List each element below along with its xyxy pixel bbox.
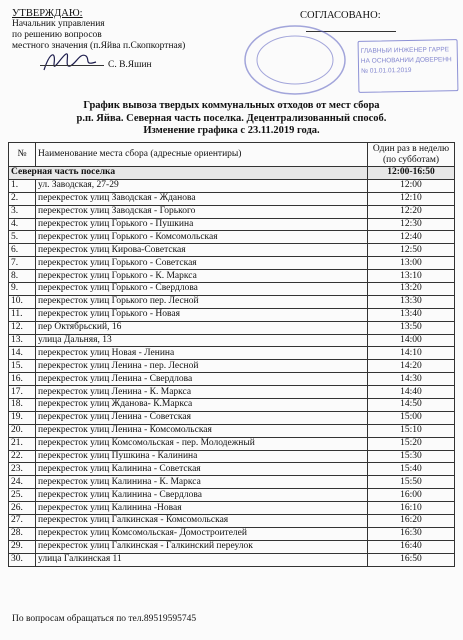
table-row [9,476,455,489]
row-number: 12. [9,321,36,334]
table-row [9,295,455,308]
row-number: 19. [9,411,36,424]
table-row [9,515,455,528]
row-time: 13:10 [368,270,455,283]
row-location: перекресток улиц Горького - Свердлова [36,283,368,296]
approver-position-line3: местного значения (п.Яйва п.Скопкортная) [12,41,186,51]
title-line2: р.п. Яйва. Северная часть поселка. Децентрализованный способ. [76,112,387,124]
row-location: перекресток улиц Горького - Советская [36,257,368,270]
table-row [9,231,455,244]
agreed-label: СОГЛАСОВАНО: [300,10,381,21]
row-location: перекресток улиц Ленина - Свердлова [36,373,368,386]
section-name: Северная часть поселка [9,167,368,180]
table-row [9,283,455,296]
row-location: перекресток улиц Жданова- К.Маркса [36,399,368,412]
table-row [9,463,455,476]
row-number: 7. [9,257,36,270]
col-name-header: Наименование места сбора (адресные ориентиры) [36,143,368,167]
row-time: 16:40 [368,540,455,553]
row-time: 14:20 [368,360,455,373]
col-time-header: Один раз в неделю (по субботам) [368,143,455,167]
table-row [9,347,455,360]
row-number: 27. [9,515,36,528]
row-time: 15:00 [368,411,455,424]
row-location: перекресток улиц Новая - Ленина [36,347,368,360]
document-title [0,100,463,138]
title-line3: Изменение графика с 23.11.2019 года. [143,125,320,136]
signature-line [40,65,104,66]
row-location: перекресток улиц Горького - Новая [36,308,368,321]
row-number: 30. [9,553,36,566]
table-row [9,386,455,399]
approval-stamp [358,39,459,93]
table-row [9,411,455,424]
schedule-table [8,142,455,567]
contact-footer: По вопросам обращаться по тел.89519595745 [12,614,197,624]
row-location: перекресток улиц Калинина - К. Маркса [36,476,368,489]
row-location: перекресток улиц Галкинская - Комсомольская [36,515,368,528]
table-row [9,502,455,515]
row-time: 15:20 [368,437,455,450]
approver-position-line2: по решению вопросов [12,30,102,40]
row-time: 13:40 [368,308,455,321]
row-time: 13:50 [368,321,455,334]
table-row [9,270,455,283]
row-number: 14. [9,347,36,360]
row-time: 12:10 [368,192,455,205]
row-location: перекресток улиц Ленина - Комсомольская [36,424,368,437]
table-row [9,257,455,270]
row-location: перекресток улиц Комсомольская - пер. Молодежный [36,437,368,450]
table-row [9,450,455,463]
row-time: 15:50 [368,476,455,489]
row-location: перекресток улиц Комсомольская- Домостроителей [36,527,368,540]
row-time: 13:30 [368,295,455,308]
table-row [9,489,455,502]
row-time: 16:00 [368,489,455,502]
row-number: 6. [9,244,36,257]
table-header-row [9,143,455,167]
row-time: 16:20 [368,515,455,528]
row-time: 12:40 [368,231,455,244]
table-row [9,424,455,437]
row-number: 8. [9,270,36,283]
row-number: 26. [9,502,36,515]
row-number: 22. [9,450,36,463]
row-number: 4. [9,218,36,231]
row-number: 1. [9,179,36,192]
section-row [9,167,455,180]
approver-position-line1: Начальник управления [12,19,105,29]
row-time: 14:40 [368,386,455,399]
table-row [9,399,455,412]
table-row [9,553,455,566]
section-time: 12:00-16:50 [368,167,455,180]
row-number: 3. [9,205,36,218]
table-row [9,334,455,347]
row-number: 21. [9,437,36,450]
approve-label: УТВЕРЖДАЮ: [12,8,83,19]
signer-name: С. В.Яшин [108,60,152,70]
row-number: 18. [9,399,36,412]
row-time: 13:20 [368,283,455,296]
row-number: 16. [9,373,36,386]
row-location: перекресток улиц Кирова-Советская [36,244,368,257]
table-row [9,244,455,257]
table-row [9,527,455,540]
title-line1: График вывоза твердых коммунальных отходов от мест сбора [83,100,380,111]
table-body [9,167,455,567]
row-number: 15. [9,360,36,373]
row-location: перекресток улиц Горького - К. Маркса [36,270,368,283]
row-time: 12:30 [368,218,455,231]
row-time: 14:00 [368,334,455,347]
row-location: перекресток улиц Калинина -Новая [36,502,368,515]
row-number: 9. [9,283,36,296]
row-time: 15:40 [368,463,455,476]
row-time: 12:20 [368,205,455,218]
row-location: перекресток улиц Галкинская - Галкинский переулок [36,540,368,553]
table-row [9,192,455,205]
table-row [9,321,455,334]
row-location: перекресток улиц Калинина - Свердлова [36,489,368,502]
row-time: 15:30 [368,450,455,463]
row-location: перекресток улиц Ленина - Советская [36,411,368,424]
row-time: 16:50 [368,553,455,566]
row-location: перекресток улиц Ленина - К. Маркса [36,386,368,399]
row-number: 29. [9,540,36,553]
row-number: 13. [9,334,36,347]
row-time: 12:00 [368,179,455,192]
row-location: перекресток улиц Горького пер. Лесной [36,295,368,308]
table-row [9,205,455,218]
row-location: перекресток улиц Горького - Комсомольская [36,231,368,244]
table-row [9,179,455,192]
handwritten-signature [40,46,100,76]
row-number: 24. [9,476,36,489]
row-location: перекресток улиц Калинина - Советская [36,463,368,476]
row-time: 12:50 [368,244,455,257]
stamp-line2: НА ОСНОВАНИИ ДОВЕРЕНН [360,56,452,65]
row-location: перекресток улиц Пушкина - Калинина [36,450,368,463]
col-number-header: № [9,143,36,167]
row-time: 14:10 [368,347,455,360]
row-time: 15:10 [368,424,455,437]
row-time: 14:50 [368,399,455,412]
row-time: 16:10 [368,502,455,515]
row-number: 17. [9,386,36,399]
table-row [9,373,455,386]
row-number: 5. [9,231,36,244]
row-location: улица Дальняя, 13 [36,334,368,347]
row-number: 28. [9,527,36,540]
row-location: перекресток улиц Ленина - пер. Лесной [36,360,368,373]
row-number: 2. [9,192,36,205]
round-seal [240,20,350,100]
row-number: 20. [9,424,36,437]
row-time: 13:00 [368,257,455,270]
table-row [9,218,455,231]
stamp-line3: № 01.01.01.2019 [361,66,412,75]
row-location: улица Галкинская 11 [36,553,368,566]
table-row [9,437,455,450]
row-number: 11. [9,308,36,321]
row-location: перекресток улиц Горького - Пушкина [36,218,368,231]
table-row [9,360,455,373]
table-row [9,540,455,553]
stamp-line1: ГЛАВНЫЙ ИНЖЕНЕР ГАРРЕ [360,46,450,55]
row-location: перекресток улиц Заводская - Жданова [36,192,368,205]
row-number: 25. [9,489,36,502]
row-number: 23. [9,463,36,476]
row-location: пер Октябрьский, 16 [36,321,368,334]
table-row [9,308,455,321]
row-time: 14:30 [368,373,455,386]
row-location: ул. Заводская, 27-29 [36,179,368,192]
row-time: 16:30 [368,527,455,540]
row-location: перекресток улиц Заводская - Горького [36,205,368,218]
row-number: 10. [9,295,36,308]
